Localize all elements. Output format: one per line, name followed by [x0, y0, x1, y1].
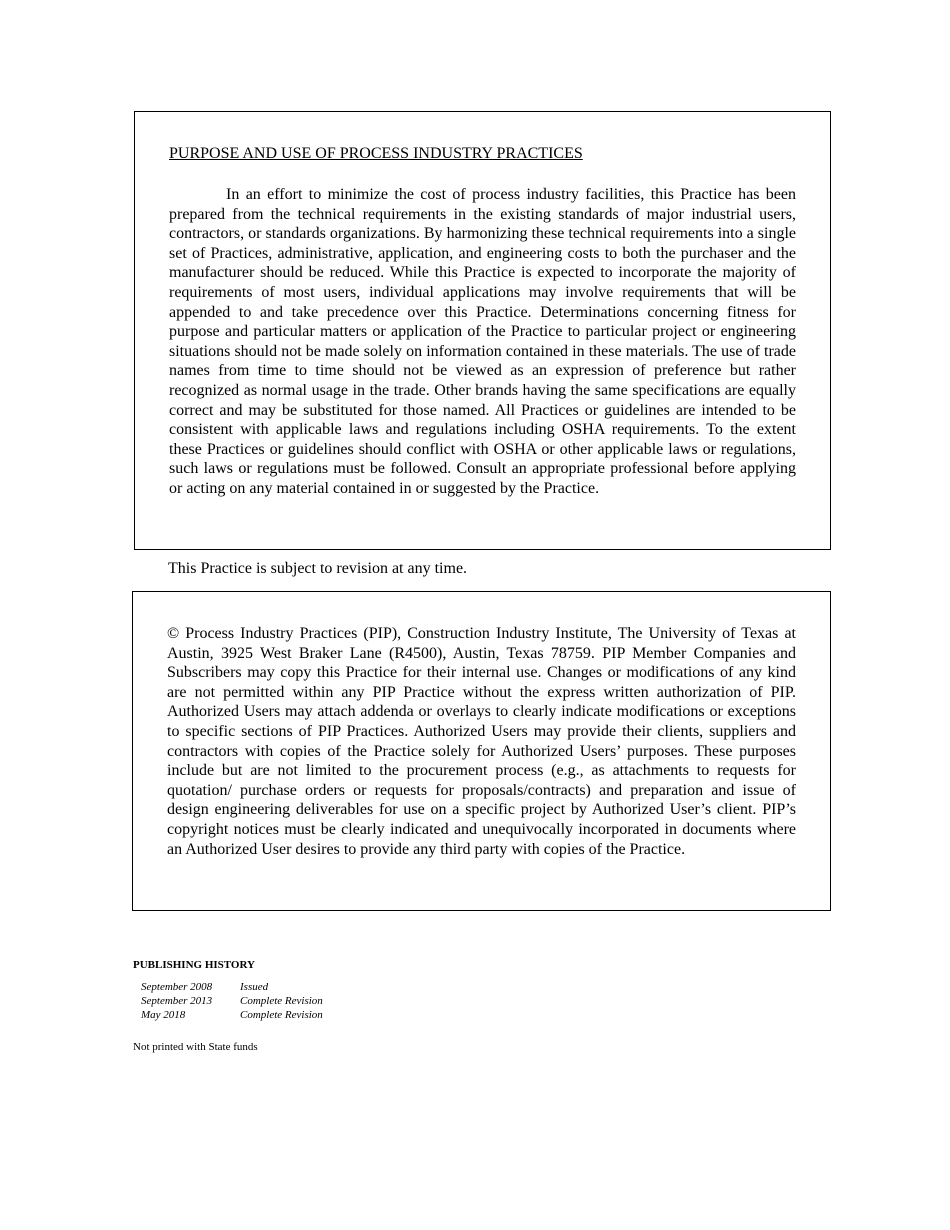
history-status: Complete Revision: [240, 995, 323, 1007]
purpose-section: [134, 111, 831, 550]
copyright-body-text: © Process Industry Practices (PIP), Construction Industry Institute, The University of Texas at Austin, 3925 West Braker Lane (R4500), Austin, Texas 78759. PIP Member Companies and Subscribers may copy this Practice for their internal use. Changes or modifications of any kind are not permitted within any PIP Practice without the express written authorization of PIP. Authorized Users may attach addenda or overlays to clearly indicate modifications or exceptions to specific sections of PIP Practices. Authorized Users may provide their clients, suppliers and contractors with copies of the Practice solely for Authorized Users’ purposes. These purposes include but are not limited to the procurement process (e.g., as attachments to requests for quotation/ purchase orders or requests for proposals/contracts) and preparation and issue of design engineering deliverables for use on a specific project by Authorized User’s client. PIP’s copyright notices must be clearly indicated and unequivocally incorporated in documents where an Authorized User desires to provide any third party with copies of the Practice.: [167, 625, 796, 858]
history-row: [141, 980, 323, 994]
history-status: Issued: [240, 981, 269, 993]
purpose-body-text: In an effort to minimize the cost of process industry facilities, this Practice has been prepared from the technical requirements in the existing standards of major industrial users, contractors, or standards organizations. By harmonizing these technical requirements into a single set of Practices, administrative, application, and engineering costs to both the purchaser and the manufacturer should be reduced. While this Practice is expected to incorporate the majority of requirements of most users, individual applications may involve requirements that will be appended to and take precedence over this Practice. Determinations concerning fitness for purpose and particular matters or application of the Practice to particular project or engineering situations should not be made solely on information contained in these materials. The use of trade names from time to time should not be viewed as an expression of preference but rather recognized as normal usage in the trade. Other brands having the same specifications are equally correct and may be substituted for those named. All Practices or guidelines are intended to be consistent with applicable laws and regulations including OSHA requirements. To the extent these Practices or guidelines should conflict with OSHA or other applicable laws or regulations, such laws or regulations must be followed. Consult an appropriate professional before applying or acting on any material contained in or suggested by the Practice.: [169, 186, 796, 497]
history-row: [141, 994, 323, 1008]
publishing-history-table: [141, 980, 323, 1022]
copyright-section: [132, 591, 831, 911]
revision-note: This Practice is subject to revision at any time.: [168, 560, 468, 577]
history-row: [141, 1008, 323, 1022]
history-status: Complete Revision: [240, 1009, 323, 1021]
history-date: September 2013: [141, 995, 213, 1007]
publishing-history-heading: PUBLISHING HISTORY: [133, 959, 255, 971]
state-funds-note: Not printed with State funds: [133, 1041, 258, 1053]
history-date: May 2018: [141, 1009, 186, 1021]
purpose-heading: PURPOSE AND USE OF PROCESS INDUSTRY PRACTICES: [169, 145, 583, 162]
history-date: September 2008: [141, 981, 213, 993]
